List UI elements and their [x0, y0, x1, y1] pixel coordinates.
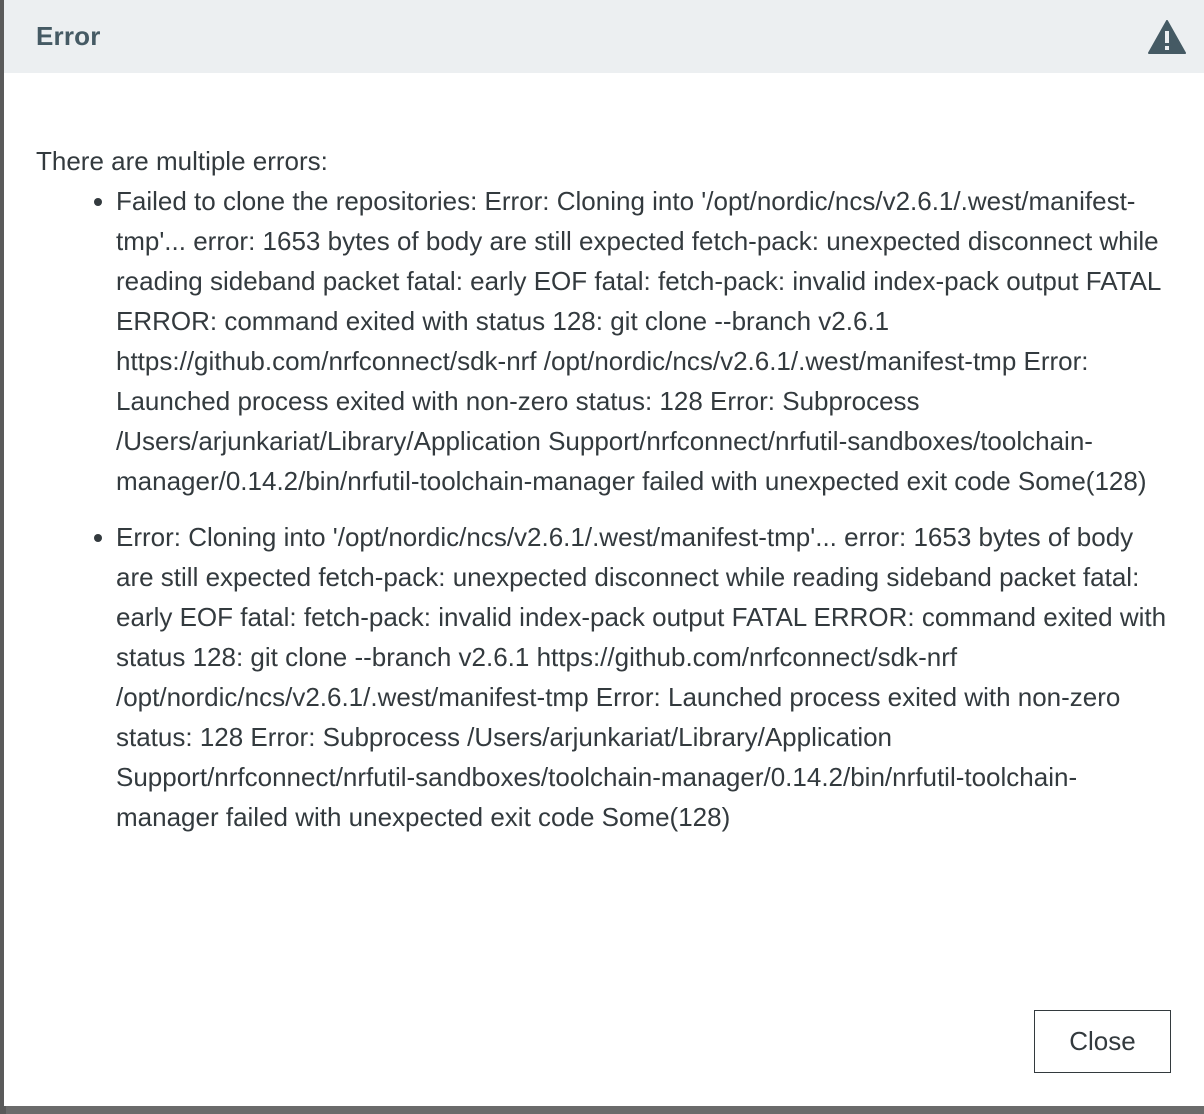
error-list — [36, 181, 1176, 837]
error-intro-text: There are multiple errors: — [36, 146, 328, 176]
error-dialog — [4, 0, 1204, 1106]
warning-triangle-icon — [1148, 20, 1186, 54]
dialog-header — [4, 0, 1204, 73]
dialog-body — [4, 73, 1204, 837]
error-list-item: Failed to clone the repositories: Error: Cloning into '/opt/nordic/ncs/v2.6.1/.west/manifest-tmp'... error: 1653 bytes of body are still expected fetch-pack: unexpected disconnect while reading sideband packet fatal: early EOF fatal: fetch-pack: invalid index-pack output FATAL ERROR: command exited with status 128: git clone --branch v2.6.1 https://github.com/nrfconnect/sdk-nrf /opt/nordic/ncs/v2.6.1/.west/manifest-tmp Error: Launched process exited with non-zero status: 128 Error: Subprocess /Users/arjunkariat/Library/Application Support/nrfconnect/nrfutil-sandboxes/toolchain-manager/0.14.2/bin/nrfutil-toolchain-manager failed with unexpected exit code Some(128) — [116, 181, 1176, 501]
close-button[interactable]: Close — [1034, 1010, 1171, 1073]
error-list-item: Error: Cloning into '/opt/nordic/ncs/v2.6.1/.west/manifest-tmp'... error: 1653 bytes of body are still expected fetch-pack: unexpected disconnect while reading sideband packet fatal: early EOF fatal: fetch-pack: invalid index-pack output FATAL ERROR: command exited with status 128: git clone --branch v2.6.1 https://github.com/nrfconnect/sdk-nrf /opt/nordic/ncs/v2.6.1/.west/manifest-tmp Error: Launched process exited with non-zero status: 128 Error: Subprocess /Users/arjunkariat/Library/Application Support/nrfconnect/nrfutil-sandboxes/toolchain-manager/0.14.2/bin/nrfutil-toolchain-manager failed with unexpected exit code Some(128) — [116, 517, 1176, 837]
dialog-title: Error — [36, 21, 101, 51]
